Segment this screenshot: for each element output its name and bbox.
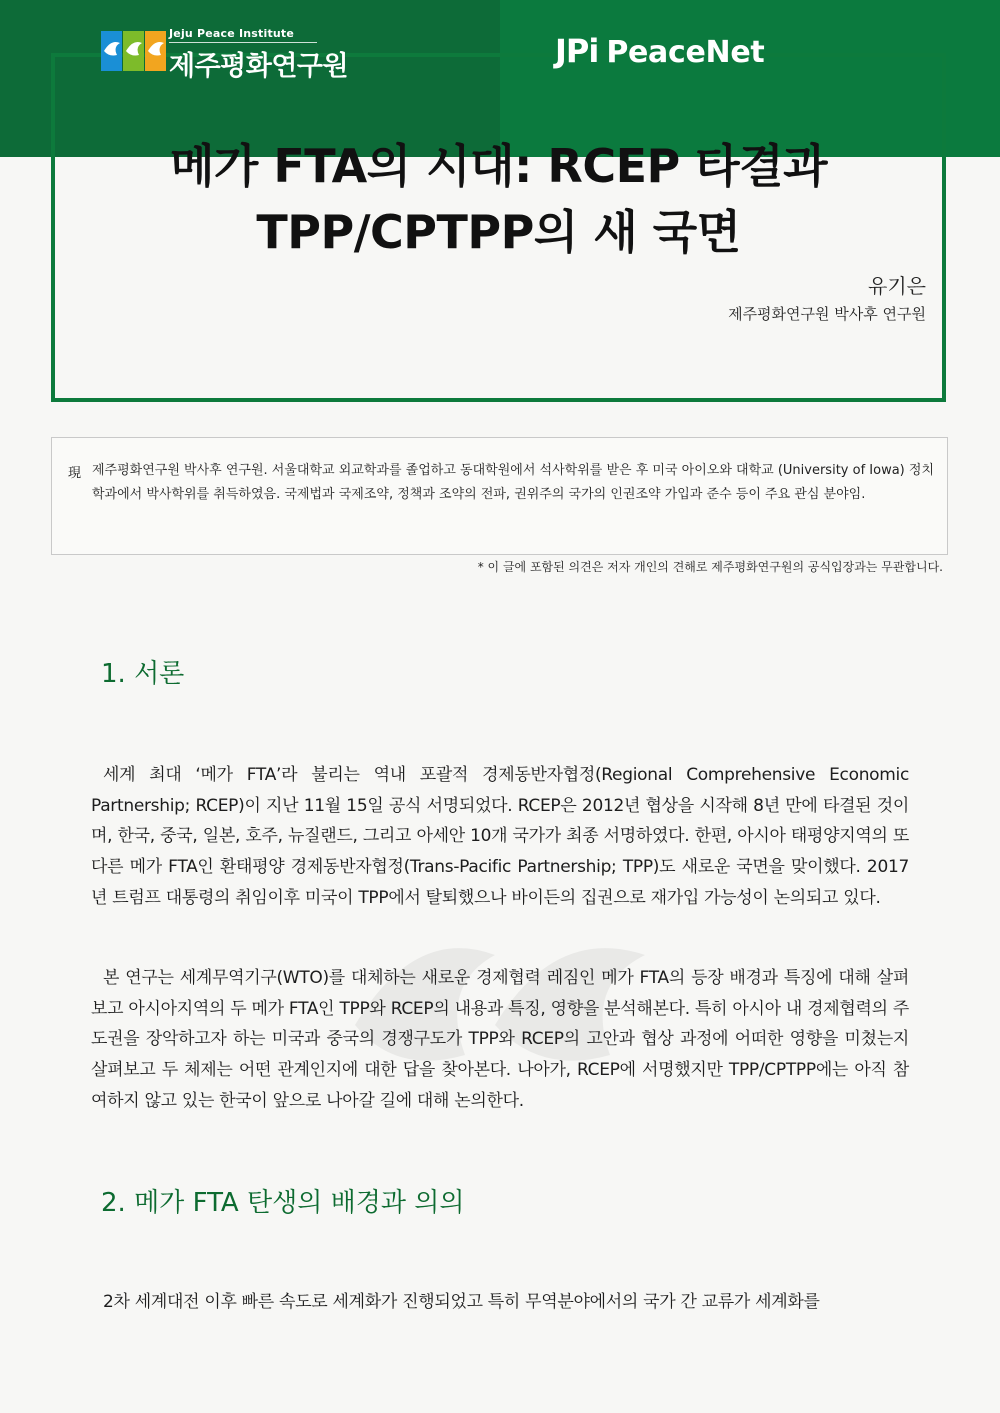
author-bio-box bbox=[51, 437, 948, 555]
logo-divider bbox=[169, 42, 317, 43]
bio-text: 제주평화연구원 박사후 연구원. 서울대학교 외교학과를 졸업하고 동대학원에서 석사학위를 받은 후 미국 아이오와 대학교 (University of Iowa) 정치학과에서 박사학위를 취득하였음. 국제법과 국제조약, 정책과 조약의 전파, 권위주의 국가의 인권조약 가입과 준수 등이 주요 관심 분야임. bbox=[92, 463, 934, 502]
dove-logo-icon bbox=[101, 31, 167, 71]
peacenet-logo bbox=[555, 32, 764, 72]
title-line-2: TPP/CPTPP의 새 국면 bbox=[256, 205, 741, 259]
institute-name-en: Jeju Peace Institute bbox=[169, 27, 295, 40]
jeju-peace-institute-logo bbox=[101, 25, 361, 80]
institute-name-ko: 제주평화연구원 bbox=[169, 51, 349, 82]
page-title bbox=[51, 133, 946, 265]
section-heading-2: 2. 메가 FTA 탄생의 배경과 의의 bbox=[101, 1188, 465, 1218]
bio-marker: 現 bbox=[68, 466, 82, 481]
peacenet-wordmark: PeaceNet bbox=[606, 35, 765, 70]
section-1-paragraph-1 bbox=[91, 760, 909, 914]
jpi-wordmark: JPi bbox=[555, 32, 599, 70]
paragraph-text: 본 연구는 세계무역기구(WTO)를 대체하는 새로운 경제협력 레짐인 메가 FTA의 등장 배경과 특징에 대해 살펴보고 아시아지역의 두 메가 FTA인 TPP와 RCEP의 내용과 특징, 영향을 분석해본다. 특히 아시아 내 경제협력의 주도권을 장악하고자 하는 미국과 중국의 경쟁구도가 TPP와 RCEP의 고안과 협상 과정에 어떠한 영향을 미쳤는지 살펴보고 두 체제는 어떤 관계인지에 대한 답을 찾아본다. 나아가, RCEP에 서명했지만 TPP/CPTPP에는 아직 참여하지 않고 있는 한국이 앞으로 나아갈 길에 대해 논의한다. bbox=[91, 968, 909, 1111]
disclaimer: * 이 글에 포함된 의견은 저자 개인의 견해로 제주평화연구원의 공식입장과는 무관합니다. bbox=[477, 560, 943, 574]
section-heading-1: 1. 서론 bbox=[101, 659, 185, 689]
paragraph-text: 세계 최대 ‘메가 FTA’라 불리는 역내 포괄적 경제동반자협정(Regional Comprehensive Economic Partnership; RCEP)이 지난 11월 15일 공식 서명되었다. RCEP은 2012년 협상을 시작해 8년 만에 타결된 것이며, 한국, 중국, 일본, 호주, 뉴질랜드, 그리고 아세안 10개 국가가 최종 서명하였다. 한편, 아시아 태평양지역의 또 다른 메가 FTA인 환태평양 경제동반자협정(Trans-Pacific Partnership; TPP)도 새로운 국면을 맞이했다. 2017년 트럼프 대통령의 취임이후 미국이 TPP에서 탈퇴했으나 바이든의 집권으로 재가입 가능성이 논의되고 있다. bbox=[91, 765, 909, 908]
section-2-paragraph-1 bbox=[91, 1287, 909, 1318]
title-line-1: 메가 FTA의 시대: RCEP 타결과 bbox=[169, 139, 828, 193]
paragraph-text: 2차 세계대전 이후 빠른 속도로 세계화가 진행되었고 특히 무역분야에서의 국가 간 교류가 세계화를 bbox=[103, 1292, 820, 1312]
section-1-paragraph-2 bbox=[91, 963, 909, 1117]
author-affiliation: 제주평화연구원 박사후 연구원 bbox=[728, 305, 926, 323]
author-name: 유기은 bbox=[868, 274, 926, 298]
